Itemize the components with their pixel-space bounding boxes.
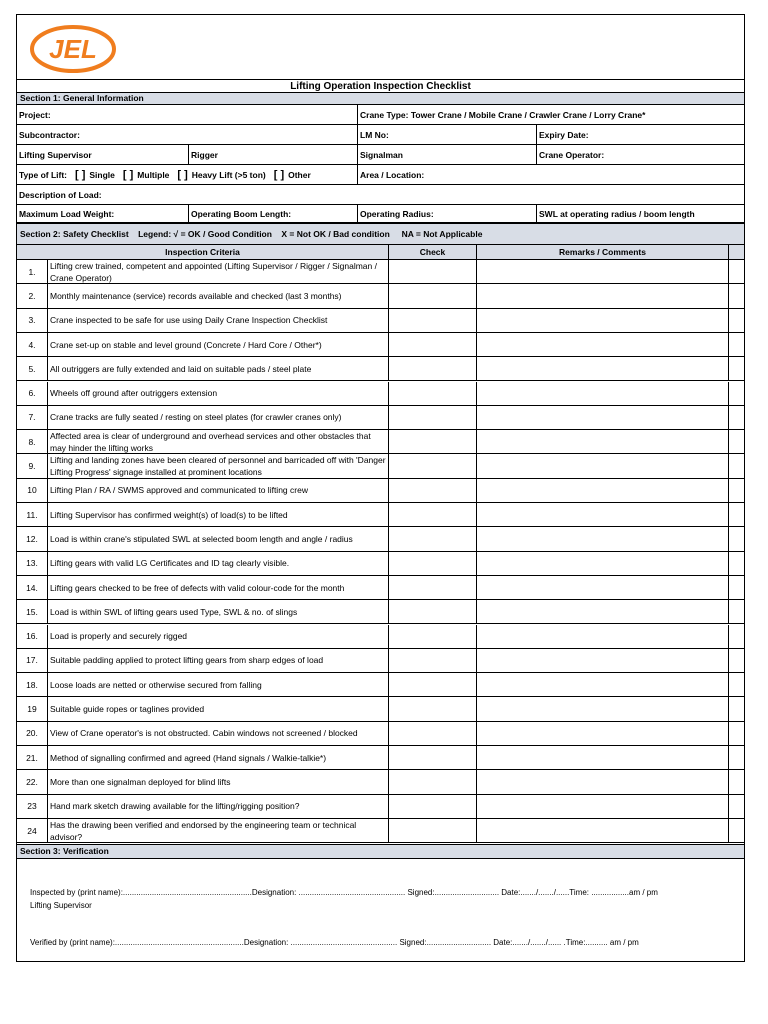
checklist-row — [17, 454, 744, 478]
item-criteria: Wheels off ground after outriggers extension — [47, 382, 388, 405]
boom-length-field[interactable]: Operating Boom Length: — [188, 205, 357, 222]
multiple-label: Multiple — [137, 169, 170, 180]
remarks-cell[interactable] — [476, 795, 729, 818]
item-criteria: Lifting Supervisor has confirmed weight(s) of load(s) to be lifted — [47, 503, 388, 526]
subcontractor-field[interactable]: Subcontractor: — [19, 129, 80, 140]
remarks-cell[interactable] — [476, 503, 729, 526]
remarks-cell[interactable] — [476, 309, 729, 332]
col-remarks-header: Remarks / Comments — [476, 245, 729, 259]
item-number: 20. — [26, 728, 38, 739]
other-label: Other — [288, 169, 311, 180]
checklist-row — [17, 625, 744, 649]
type-of-lift-group — [17, 165, 357, 184]
item-criteria: Lifting Plan / RA / SWMS approved and communicated to lifting crew — [47, 479, 388, 502]
item-number: 4. — [28, 339, 36, 350]
item-number: 14. — [26, 582, 38, 593]
item-criteria: Crane tracks are fully seated / resting on steel plates (for crawler cranes only) — [47, 406, 388, 429]
checklist-row — [17, 576, 744, 600]
item-criteria: Loose loads are netted or otherwise secured from falling — [47, 673, 388, 696]
item-number: 5. — [28, 363, 36, 374]
checklist-row — [17, 382, 744, 406]
check-cell[interactable] — [388, 430, 477, 453]
check-cell[interactable] — [388, 382, 477, 405]
project-field[interactable]: Project: — [19, 109, 51, 120]
crane-operator-field[interactable]: Crane Operator: — [536, 145, 744, 164]
checklist-row — [17, 406, 744, 430]
item-number: 24 — [27, 825, 37, 836]
item-criteria: Lifting gears checked to be free of defects with valid colour-code for the month — [47, 576, 388, 599]
check-cell[interactable] — [388, 625, 477, 648]
item-criteria: Suitable guide ropes or taglines provided — [47, 697, 388, 720]
check-cell[interactable] — [388, 357, 477, 380]
item-number: 7. — [28, 412, 36, 423]
single-label: Single — [89, 169, 115, 180]
check-cell[interactable] — [388, 746, 477, 769]
legend-not-ok: X = Not OK / Bad condition — [281, 229, 390, 239]
section1-heading: Section 1: General Information — [17, 92, 744, 105]
checklist-row — [17, 795, 744, 819]
check-cell[interactable] — [388, 673, 477, 696]
remarks-cell[interactable] — [476, 382, 729, 405]
item-number: 17. — [26, 655, 38, 666]
other-checkbox[interactable]: [ ] — [273, 168, 285, 181]
remarks-cell[interactable] — [476, 697, 729, 720]
item-number: 2. — [28, 290, 36, 301]
check-cell[interactable] — [388, 697, 477, 720]
checklist-row — [17, 722, 744, 746]
check-cell[interactable] — [388, 406, 477, 429]
remarks-cell[interactable] — [476, 454, 729, 477]
remarks-cell[interactable] — [476, 625, 729, 648]
item-number: 13. — [26, 558, 38, 569]
item-criteria: Method of signalling confirmed and agreed (Hand signals / Walkie-talkie*) — [47, 746, 388, 769]
heavy-lift-checkbox[interactable]: [ ] — [177, 168, 188, 181]
item-criteria: Hand mark sketch drawing available for the lifting/rigging position? — [47, 795, 388, 818]
description-field[interactable]: Description of Load: — [19, 189, 102, 200]
expiry-date-field[interactable]: Expiry Date: — [536, 125, 744, 144]
item-number: 1. — [28, 266, 36, 277]
check-cell[interactable] — [388, 454, 477, 477]
checklist-row — [17, 697, 744, 721]
row-description — [17, 185, 744, 205]
col-check-header: Check — [388, 245, 476, 259]
item-criteria: Lifting and landing zones have been cleared of personnel and barricaded off with 'Danger Lifting Progress' signage installed at prominent locations — [47, 454, 388, 477]
checklist-row — [17, 746, 744, 770]
check-cell[interactable] — [388, 260, 477, 283]
item-criteria: Load is properly and securely rigged — [47, 625, 388, 648]
section3-heading: Section 3: Verification — [17, 844, 744, 859]
check-cell[interactable] — [388, 819, 477, 842]
heavy-lift-label: Heavy Lift (>5 ton) — [191, 169, 266, 180]
inspected-role: Lifting Supervisor — [30, 901, 92, 910]
checklist-header — [17, 245, 744, 260]
legend-na: NA = Not Applicable — [401, 229, 483, 239]
check-cell[interactable] — [388, 576, 477, 599]
remarks-cell[interactable] — [476, 770, 729, 793]
area-location-field[interactable]: Area / Location: — [357, 165, 744, 184]
item-criteria: Load is within SWL of lifting gears used Type, SWL & no. of slings — [47, 600, 388, 623]
max-load-field[interactable]: Maximum Load Weight: — [19, 208, 115, 219]
item-number: 16. — [26, 631, 38, 642]
item-number: 21. — [26, 752, 38, 763]
item-criteria: Monthly maintenance (service) records available and checked (last 3 months) — [47, 284, 388, 307]
section2-heading — [17, 223, 744, 245]
remarks-cell[interactable] — [476, 722, 729, 745]
type-of-lift-label: Type of Lift: — [19, 169, 67, 180]
item-criteria: Crane set-up on stable and level ground (Concrete / Hard Core / Other*) — [47, 333, 388, 356]
remarks-cell[interactable] — [476, 430, 729, 453]
item-criteria: Has the drawing been verified and endorsed by the engineering team or technical advisor? — [47, 819, 388, 842]
check-cell[interactable] — [388, 503, 477, 526]
checklist-row — [17, 479, 744, 503]
remarks-cell[interactable] — [476, 576, 729, 599]
verified-by-line[interactable]: Verified by (print name):..........................................................Designation: ................................................ Signed:............................. Date:......./......./...... .Time:.......... am / pm — [30, 938, 639, 947]
item-number: 23 — [27, 801, 37, 812]
jel-logo — [29, 23, 117, 75]
item-criteria: Lifting crew trained, competent and appointed (Lifting Supervisor / Rigger / Signalman / Crane Operator) — [47, 260, 388, 283]
checklist-row — [17, 552, 744, 576]
item-criteria: Load is within crane's stipulated SWL at selected boom length and angle / radius — [47, 527, 388, 550]
remarks-cell[interactable] — [476, 479, 729, 502]
check-cell[interactable] — [388, 600, 477, 623]
row-subcontractor — [17, 125, 744, 145]
remarks-cell[interactable] — [476, 673, 729, 696]
checklist-row — [17, 284, 744, 308]
checklist-form — [16, 14, 745, 962]
item-number: 11. — [26, 509, 38, 520]
checklist-row — [17, 600, 744, 624]
item-number: 10 — [27, 485, 37, 496]
section2-title: Section 2: Safety Checklist — [20, 229, 129, 239]
checklist-row — [17, 770, 744, 794]
remarks-cell[interactable] — [476, 746, 729, 769]
item-number: 8. — [28, 436, 36, 447]
remarks-cell[interactable] — [476, 406, 729, 429]
remarks-cell[interactable] — [476, 600, 729, 623]
check-cell[interactable] — [388, 309, 477, 332]
item-number: 15. — [26, 606, 38, 617]
checklist-row — [17, 527, 744, 551]
check-cell[interactable] — [388, 333, 477, 356]
legend-label: Legend: — [138, 229, 172, 239]
row-project — [17, 105, 744, 125]
remarks-cell[interactable] — [476, 552, 729, 575]
checklist-row — [17, 333, 744, 357]
item-criteria: Lifting gears with valid LG Certificates and ID tag clearly visible. — [47, 552, 388, 575]
item-number: 22. — [26, 776, 38, 787]
single-checkbox[interactable]: [ ] — [75, 168, 86, 181]
checklist-row — [17, 309, 744, 333]
item-criteria: View of Crane operator's is not obstructed. Cabin windows not screened / blocked — [47, 722, 388, 745]
check-cell[interactable] — [388, 284, 477, 307]
signalman-field[interactable]: Signalman — [357, 145, 536, 164]
check-cell[interactable] — [388, 649, 477, 672]
checklist-row — [17, 673, 744, 697]
item-criteria: All outriggers are fully extended and laid on suitable pads / steel plate — [47, 357, 388, 380]
item-criteria: Affected area is clear of underground and overhead services and other obstacles that may hinder the lifting works — [47, 430, 388, 453]
multiple-checkbox[interactable]: [ ] — [122, 168, 134, 181]
item-number: 19 — [27, 704, 37, 715]
item-criteria: More than one signalman deployed for blind lifts — [47, 770, 388, 793]
item-criteria: Suitable padding applied to protect lifting gears from sharp edges of load — [47, 649, 388, 672]
remarks-cell[interactable] — [476, 357, 729, 380]
row-lift-type — [17, 165, 744, 185]
check-cell[interactable] — [388, 552, 477, 575]
legend-ok: √ = OK / Good Condition — [173, 229, 272, 239]
crane-type-field[interactable]: Crane Type: Tower Crane / Mobile Crane / Crawler Crane / Lorry Crane* — [357, 105, 744, 124]
checklist-row — [17, 819, 744, 843]
check-cell[interactable] — [388, 479, 477, 502]
check-cell[interactable] — [388, 795, 477, 818]
item-number: 18. — [26, 679, 38, 690]
checklist-row — [17, 503, 744, 527]
checklist-row — [17, 649, 744, 673]
remarks-cell[interactable] — [476, 260, 729, 283]
svg-text:JEL: JEL — [49, 34, 97, 64]
check-cell[interactable] — [388, 722, 477, 745]
remarks-cell[interactable] — [476, 649, 729, 672]
checklist-row — [17, 357, 744, 381]
item-criteria: Crane inspected to be safe for use using Daily Crane Inspection Checklist — [47, 309, 388, 332]
item-number: 12. — [26, 533, 38, 544]
remarks-cell[interactable] — [476, 819, 729, 842]
checklist-row — [17, 430, 744, 454]
check-cell[interactable] — [388, 770, 477, 793]
remarks-cell[interactable] — [476, 527, 729, 550]
row-personnel — [17, 145, 744, 165]
form-title: Lifting Operation Inspection Checklist — [17, 79, 744, 93]
radius-field[interactable]: Operating Radius: — [357, 205, 536, 222]
inspected-by-line[interactable]: Inspected by (print name):..........................................................Designation: ................................................ Signed:............................. Date:......./......./......Time: .................am / pm — [30, 888, 658, 897]
rigger-field[interactable]: Rigger — [188, 145, 357, 164]
checklist-row — [17, 260, 744, 284]
remarks-cell[interactable] — [476, 333, 729, 356]
item-number: 3. — [28, 315, 36, 326]
item-number: 9. — [28, 461, 36, 472]
row-load-params — [17, 205, 744, 223]
item-number: 6. — [28, 388, 36, 399]
check-cell[interactable] — [388, 527, 477, 550]
col-criteria-header: Inspection Criteria — [165, 247, 240, 257]
swl-field[interactable]: SWL at operating radius / boom length — [536, 205, 744, 222]
lm-no-field[interactable]: LM No: — [357, 125, 536, 144]
remarks-cell[interactable] — [476, 284, 729, 307]
lifting-supervisor-field[interactable]: Lifting Supervisor — [19, 149, 92, 160]
